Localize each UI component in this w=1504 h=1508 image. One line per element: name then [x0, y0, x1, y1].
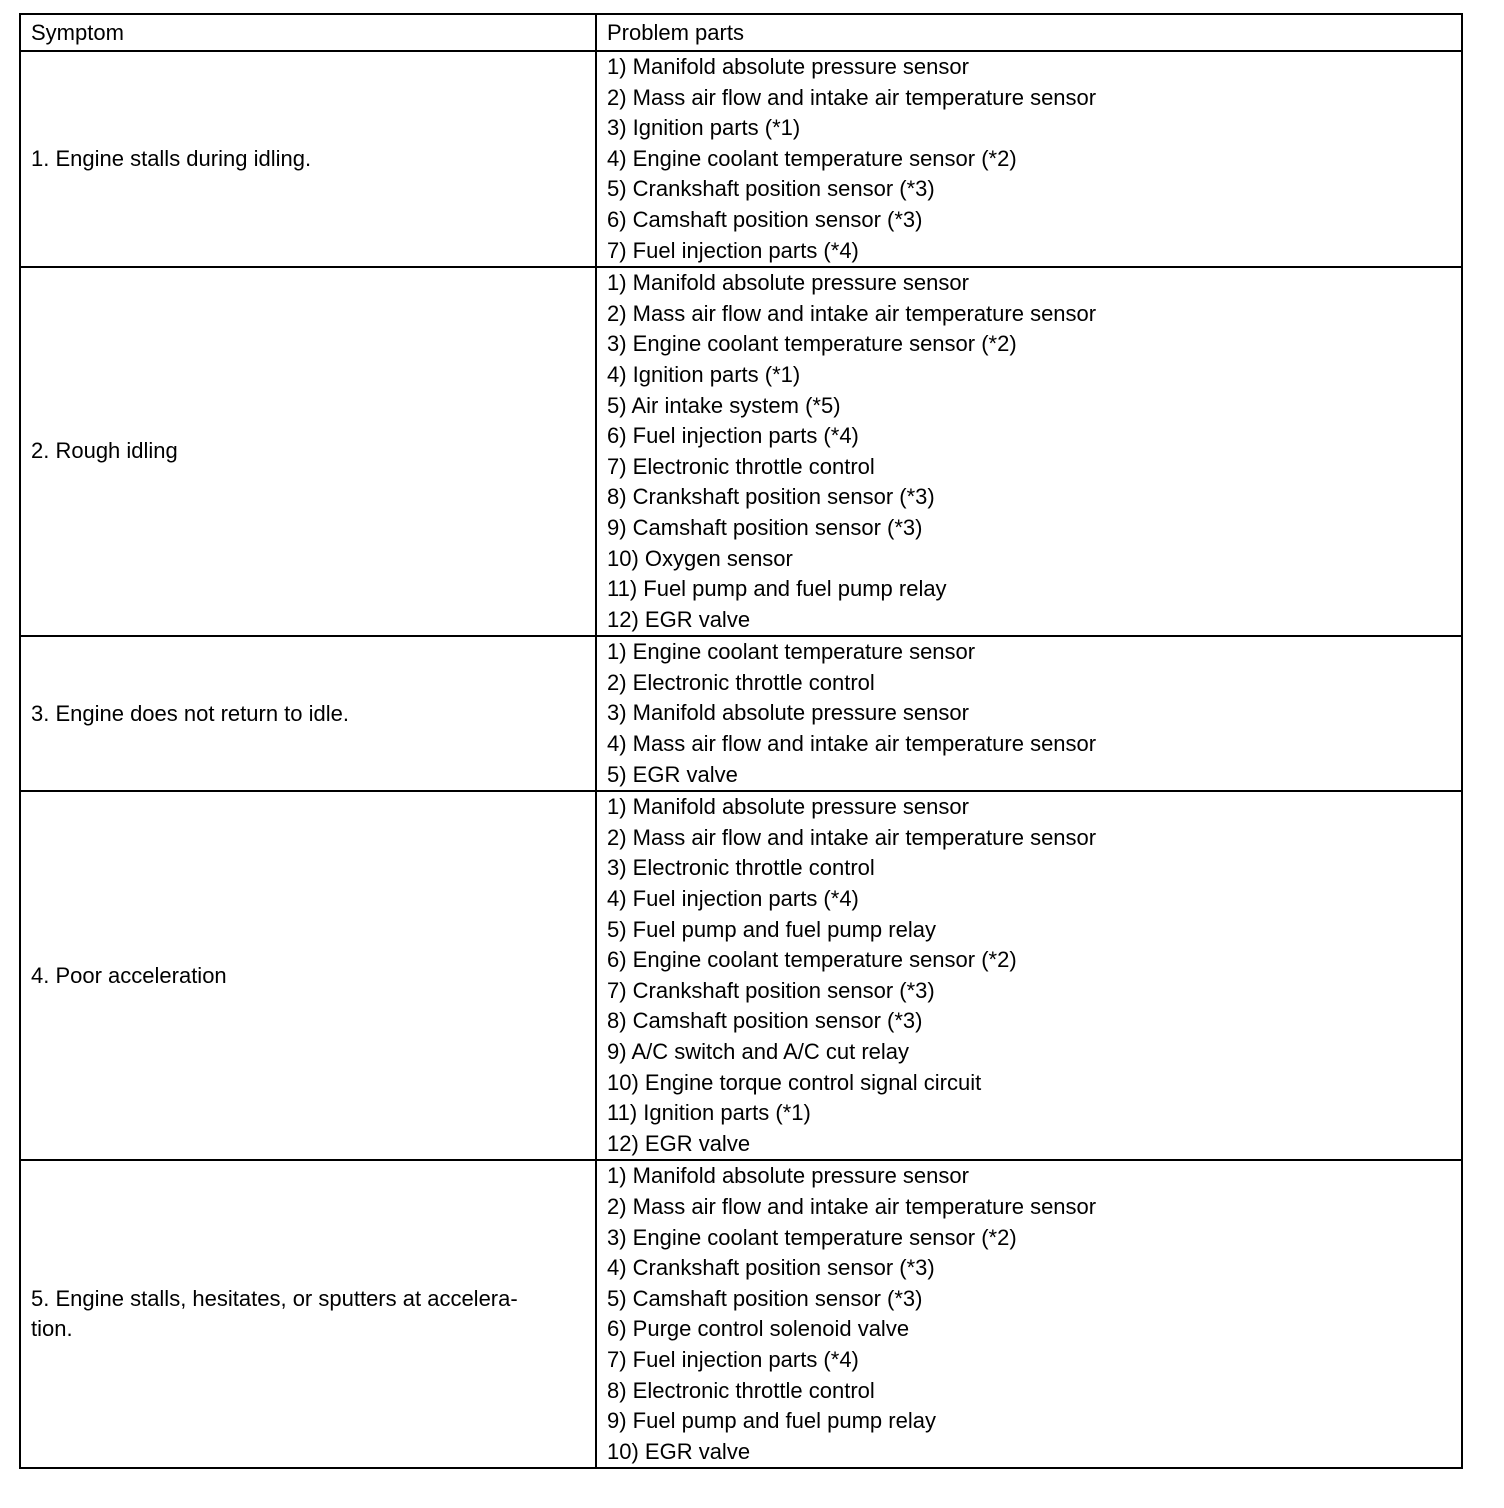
part-item: 1) Manifold absolute pressure sensor	[607, 270, 969, 296]
symptom-cell: 1. Engine stalls during idling.	[20, 51, 596, 267]
symptom-cell: 4. Poor acceleration	[20, 791, 596, 1160]
part-item: 5) Camshaft position sensor (*3)	[607, 1285, 923, 1311]
symptom-line: 5. Engine stalls, hesitates, or sputters at accelera-	[31, 1285, 518, 1311]
part-item: 7) Fuel injection parts (*4)	[607, 237, 859, 263]
header-problem-parts: Problem parts	[596, 14, 1462, 51]
part-item: 11) Fuel pump and fuel pump relay	[607, 576, 947, 602]
part-item: 2) Mass air flow and intake air temperature sensor	[607, 824, 1097, 850]
part-item: 10) EGR valve	[607, 1438, 751, 1464]
part-item: 4) Mass air flow and intake air temperature sensor	[607, 731, 1097, 757]
part-item: 5) Crankshaft position sensor (*3)	[607, 176, 935, 202]
table-body	[20, 14, 1462, 1468]
part-item: 7) Electronic throttle control	[607, 453, 875, 479]
problem-parts-cell	[596, 636, 1462, 791]
part-item: 10) Oxygen sensor	[607, 545, 793, 571]
part-item: 1) Manifold absolute pressure sensor	[607, 54, 969, 79]
part-item: 3) Electronic throttle control	[607, 855, 875, 881]
symptom-table	[19, 13, 1463, 1469]
part-item: 12) EGR valve	[607, 1130, 751, 1156]
part-item: 2) Electronic throttle control	[607, 669, 875, 695]
problem-parts-cell	[596, 1160, 1462, 1468]
part-item: 9) A/C switch and A/C cut relay	[607, 1039, 910, 1064]
part-item: 5) Air intake system (*5)	[607, 392, 841, 418]
part-item: 1) Manifold absolute pressure sensor	[607, 794, 969, 820]
part-item: 5) EGR valve	[607, 761, 738, 787]
part-item: 3) Engine coolant temperature sensor (*2)	[607, 1224, 1017, 1250]
symptom-cell: 3. Engine does not return to idle.	[20, 636, 596, 791]
problem-parts-cell	[596, 791, 1462, 1160]
symptom-cell: 2. Rough idling	[20, 267, 596, 636]
table-row	[20, 791, 1462, 1160]
table-row	[20, 51, 1462, 267]
part-item: 8) Electronic throttle control	[607, 1377, 875, 1403]
part-item: 8) Camshaft position sensor (*3)	[607, 1008, 923, 1034]
part-item: 1) Manifold absolute pressure sensor	[607, 1163, 969, 1189]
table-row	[20, 636, 1462, 791]
part-item: 8) Crankshaft position sensor (*3)	[607, 484, 935, 510]
part-item: 3) Ignition parts (*1)	[607, 115, 801, 141]
table-header-row	[20, 14, 1462, 51]
part-item: 5) Fuel pump and fuel pump relay	[607, 916, 936, 942]
part-item: 2) Mass air flow and intake air temperature sensor	[607, 84, 1097, 110]
part-item: 9) Fuel pump and fuel pump relay	[607, 1408, 936, 1434]
part-item: 4) Engine coolant temperature sensor (*2)	[607, 145, 1017, 171]
part-item: 4) Ignition parts (*1)	[607, 361, 801, 387]
part-item: 4) Fuel injection parts (*4)	[607, 886, 859, 912]
table-row	[20, 267, 1462, 636]
problem-parts-cell	[596, 51, 1462, 267]
part-item: 3) Engine coolant temperature sensor (*2)	[607, 331, 1017, 357]
problem-parts-cell	[596, 267, 1462, 636]
part-item: 7) Fuel injection parts (*4)	[607, 1346, 859, 1372]
symptom-cell	[20, 1160, 596, 1468]
part-item: 6) Fuel injection parts (*4)	[607, 423, 859, 449]
header-symptom: Symptom	[20, 14, 596, 51]
symptom-line: tion.	[31, 1316, 73, 1342]
part-item: 6) Engine coolant temperature sensor (*2)	[607, 947, 1017, 973]
part-item: 11) Ignition parts (*1)	[607, 1100, 811, 1126]
part-item: 3) Manifold absolute pressure sensor	[607, 700, 969, 726]
part-item: 10) Engine torque control signal circuit	[607, 1069, 982, 1095]
part-item: 2) Mass air flow and intake air temperature sensor	[607, 300, 1097, 326]
part-item: 1) Engine coolant temperature sensor	[607, 639, 976, 665]
part-item: 6) Purge control solenoid valve	[607, 1316, 910, 1342]
part-item: 6) Camshaft position sensor (*3)	[607, 206, 923, 232]
part-item: 9) Camshaft position sensor (*3)	[607, 514, 923, 540]
table-row	[20, 1160, 1462, 1468]
part-item: 12) EGR valve	[607, 606, 751, 632]
part-item: 7) Crankshaft position sensor (*3)	[607, 977, 935, 1003]
part-item: 4) Crankshaft position sensor (*3)	[607, 1255, 935, 1281]
part-item: 2) Mass air flow and intake air temperature sensor	[607, 1193, 1097, 1219]
